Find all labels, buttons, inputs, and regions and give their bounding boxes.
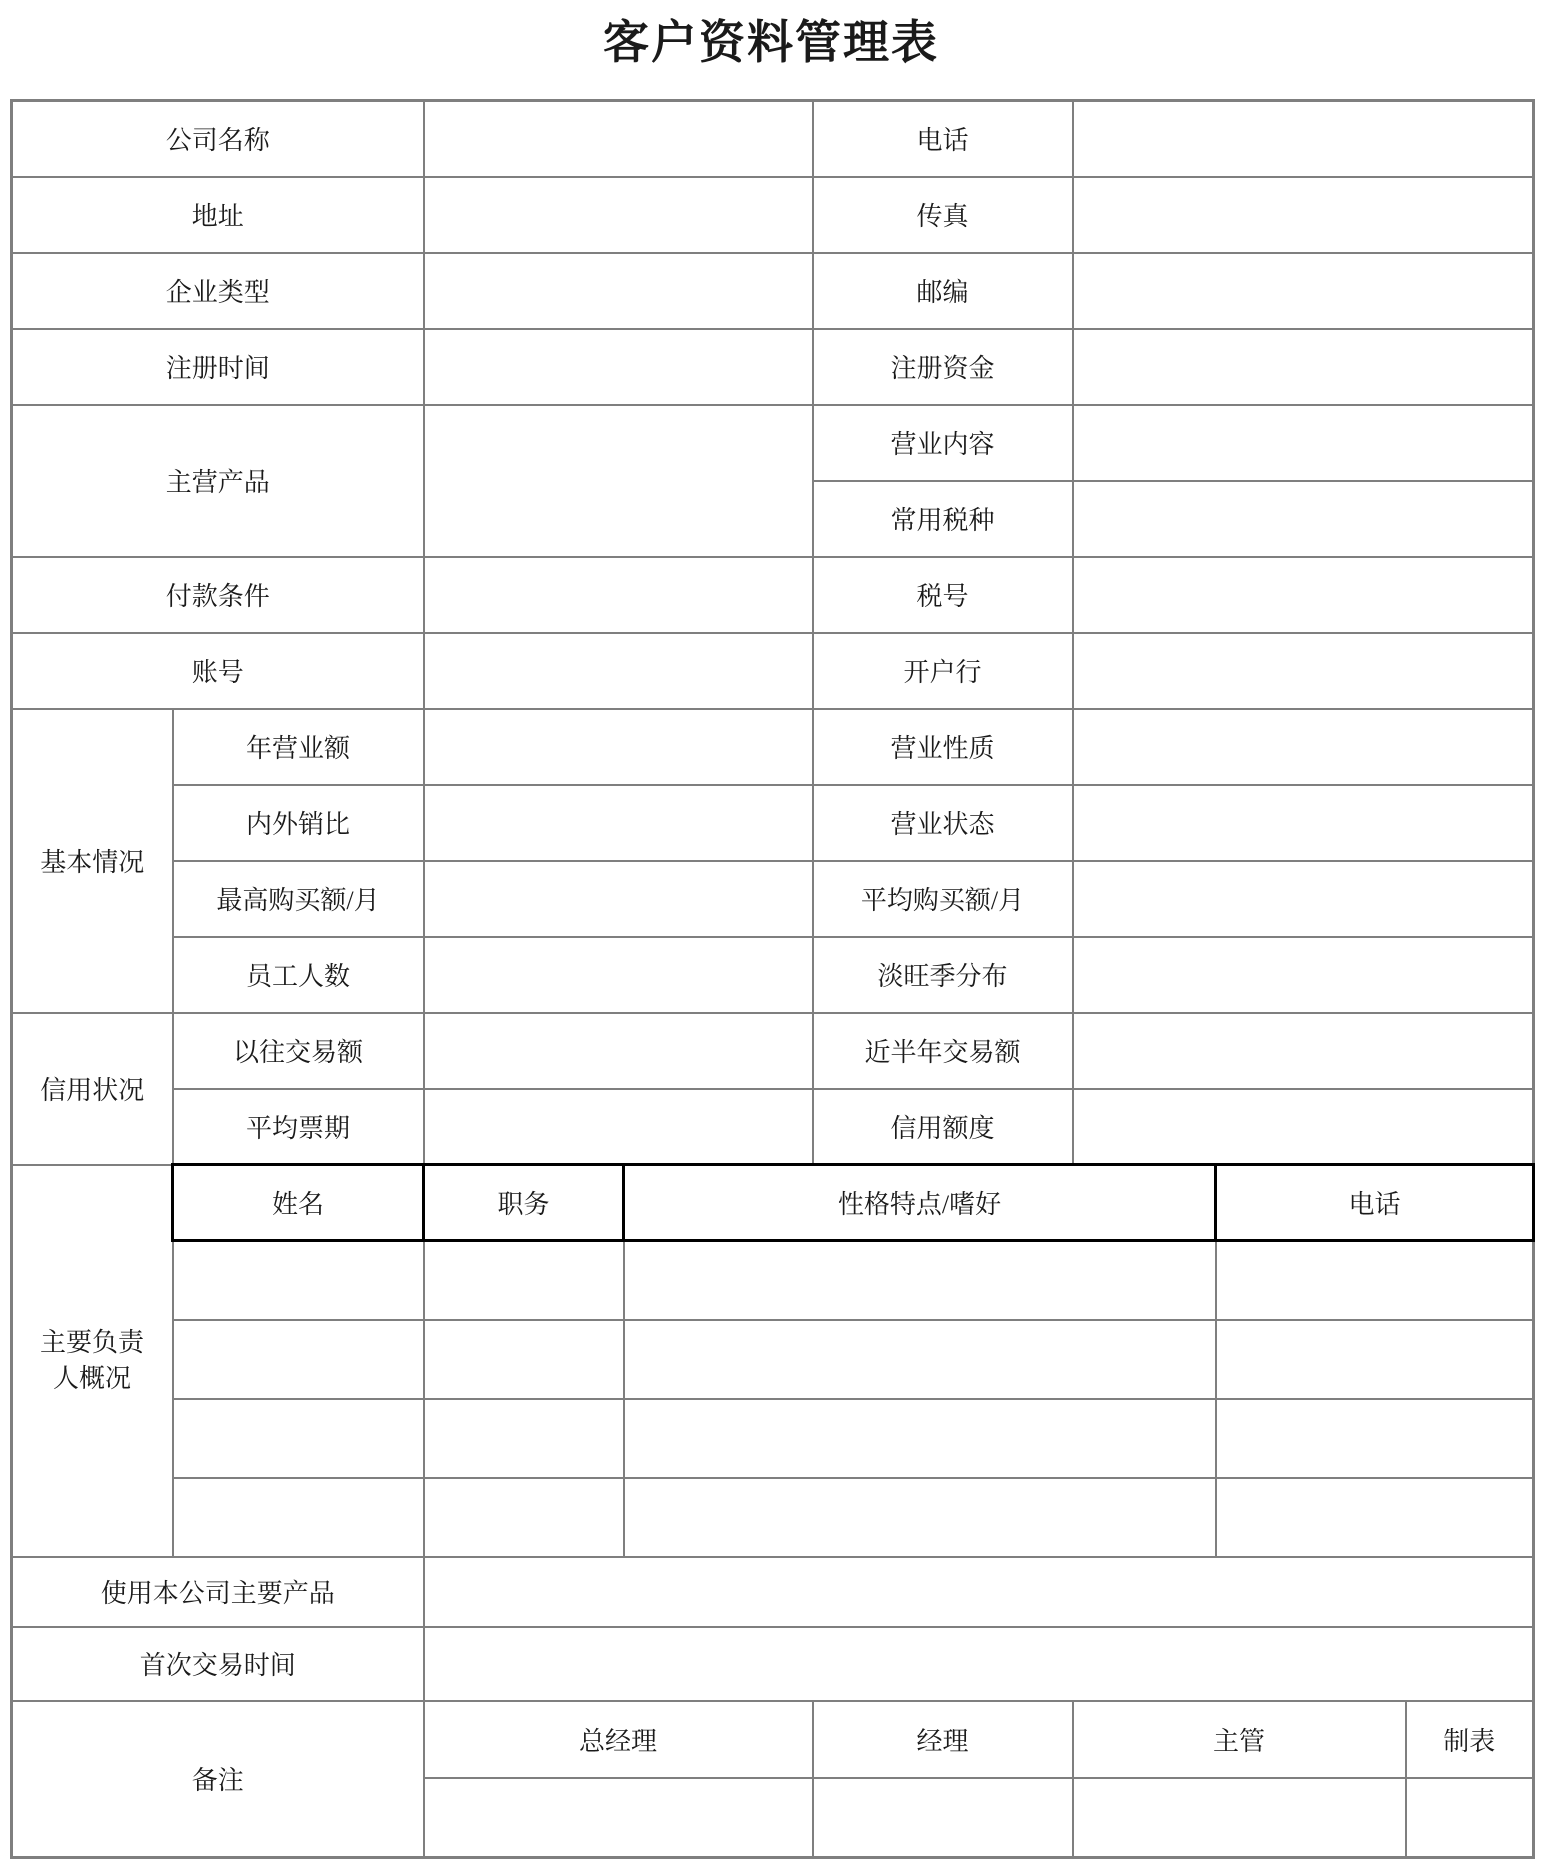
label-address: 地址	[12, 177, 424, 253]
preparer-signature-input[interactable]	[1406, 1778, 1534, 1858]
contact-position-input[interactable]	[424, 1399, 624, 1478]
input-fax[interactable]	[1073, 177, 1534, 253]
input-business-status[interactable]	[1073, 785, 1534, 861]
input-first-transaction-time[interactable]	[424, 1627, 1534, 1701]
label-manager: 经理	[813, 1701, 1073, 1778]
input-average-note-period[interactable]	[424, 1089, 813, 1165]
customer-info-table	[10, 99, 1535, 1859]
label-business-status: 营业状态	[813, 785, 1073, 861]
input-avg-monthly-purchase[interactable]	[1073, 861, 1534, 937]
label-business-content: 营业内容	[813, 405, 1073, 481]
column-header-name: 姓名	[173, 1165, 424, 1241]
key-contacts-label-line2: 人概况	[52, 1363, 131, 1393]
contact-personality-input[interactable]	[624, 1241, 1216, 1320]
input-company-name[interactable]	[424, 101, 813, 177]
input-address[interactable]	[424, 177, 813, 253]
input-common-tax-types[interactable]	[1073, 481, 1534, 557]
label-preparer: 制表	[1406, 1701, 1534, 1778]
column-header-contact-phone: 电话	[1216, 1165, 1534, 1241]
input-phone[interactable]	[1073, 101, 1534, 177]
label-credit-status-section: 信用状况	[12, 1013, 173, 1165]
input-tax-number[interactable]	[1073, 557, 1534, 633]
label-business-nature: 营业性质	[813, 709, 1073, 785]
input-business-content[interactable]	[1073, 405, 1534, 481]
contact-position-input[interactable]	[424, 1320, 624, 1399]
contact-name-input[interactable]	[173, 1399, 424, 1478]
contact-phone-input[interactable]	[1216, 1399, 1534, 1478]
label-main-products: 主营产品	[12, 405, 424, 557]
label-general-manager: 总经理	[424, 1701, 813, 1778]
input-postcode[interactable]	[1073, 253, 1534, 329]
label-avg-monthly-purchase: 平均购买额/月	[813, 861, 1073, 937]
column-header-personality-hobby: 性格特点/嗜好	[624, 1165, 1216, 1241]
contact-personality-input[interactable]	[624, 1399, 1216, 1478]
contact-name-input[interactable]	[173, 1241, 424, 1320]
input-half-year-transaction[interactable]	[1073, 1013, 1534, 1089]
label-our-main-products-used: 使用本公司主要产品	[12, 1557, 424, 1627]
label-enterprise-type: 企业类型	[12, 253, 424, 329]
label-first-transaction-time: 首次交易时间	[12, 1627, 424, 1701]
contact-personality-input[interactable]	[624, 1320, 1216, 1399]
input-account-number[interactable]	[424, 633, 813, 709]
contact-name-input[interactable]	[173, 1320, 424, 1399]
label-bank: 开户行	[813, 633, 1073, 709]
label-key-contacts-section	[12, 1165, 173, 1557]
input-season-distribution[interactable]	[1073, 937, 1534, 1013]
input-past-transaction-amount[interactable]	[424, 1013, 813, 1089]
label-postcode: 邮编	[813, 253, 1073, 329]
label-common-tax-types: 常用税种	[813, 481, 1073, 557]
label-fax: 传真	[813, 177, 1073, 253]
label-annual-turnover: 年营业额	[173, 709, 424, 785]
label-basic-info-section: 基本情况	[12, 709, 173, 1013]
label-domestic-export-ratio: 内外销比	[173, 785, 424, 861]
label-company-name: 公司名称	[12, 101, 424, 177]
input-bank[interactable]	[1073, 633, 1534, 709]
input-credit-limit[interactable]	[1073, 1089, 1534, 1165]
input-domestic-export-ratio[interactable]	[424, 785, 813, 861]
contact-name-input[interactable]	[173, 1478, 424, 1557]
label-account-number: 账号	[12, 633, 424, 709]
supervisor-signature-input[interactable]	[1073, 1778, 1406, 1858]
input-registration-time[interactable]	[424, 329, 813, 405]
label-half-year-transaction: 近半年交易额	[813, 1013, 1073, 1089]
input-main-products[interactable]	[424, 405, 813, 557]
label-registration-time: 注册时间	[12, 329, 424, 405]
label-payment-terms: 付款条件	[12, 557, 424, 633]
label-tax-number: 税号	[813, 557, 1073, 633]
contact-phone-input[interactable]	[1216, 1478, 1534, 1557]
column-header-position: 职务	[424, 1165, 624, 1241]
contact-phone-input[interactable]	[1216, 1241, 1534, 1320]
label-remarks-section: 备注	[12, 1701, 424, 1858]
contact-personality-input[interactable]	[624, 1478, 1216, 1557]
contact-position-input[interactable]	[424, 1241, 624, 1320]
label-phone: 电话	[813, 101, 1073, 177]
input-max-monthly-purchase[interactable]	[424, 861, 813, 937]
label-supervisor: 主管	[1073, 1701, 1406, 1778]
label-registered-capital: 注册资金	[813, 329, 1073, 405]
input-registered-capital[interactable]	[1073, 329, 1534, 405]
input-business-nature[interactable]	[1073, 709, 1534, 785]
input-our-main-products-used[interactable]	[424, 1557, 1534, 1627]
manager-signature-input[interactable]	[813, 1778, 1073, 1858]
label-credit-limit: 信用额度	[813, 1089, 1073, 1165]
label-average-note-period: 平均票期	[173, 1089, 424, 1165]
label-employee-count: 员工人数	[173, 937, 424, 1013]
label-season-distribution: 淡旺季分布	[813, 937, 1073, 1013]
input-enterprise-type[interactable]	[424, 253, 813, 329]
contact-position-input[interactable]	[424, 1478, 624, 1557]
general-manager-signature-input[interactable]	[424, 1778, 813, 1858]
label-past-transaction-amount: 以往交易额	[173, 1013, 424, 1089]
input-employee-count[interactable]	[424, 937, 813, 1013]
input-payment-terms[interactable]	[424, 557, 813, 633]
form-title: 客户资料管理表	[603, 17, 939, 68]
label-max-monthly-purchase: 最高购买额/月	[173, 861, 424, 937]
key-contacts-label-line1: 主要负责	[39, 1328, 144, 1358]
contact-phone-input[interactable]	[1216, 1320, 1534, 1399]
input-annual-turnover[interactable]	[424, 709, 813, 785]
